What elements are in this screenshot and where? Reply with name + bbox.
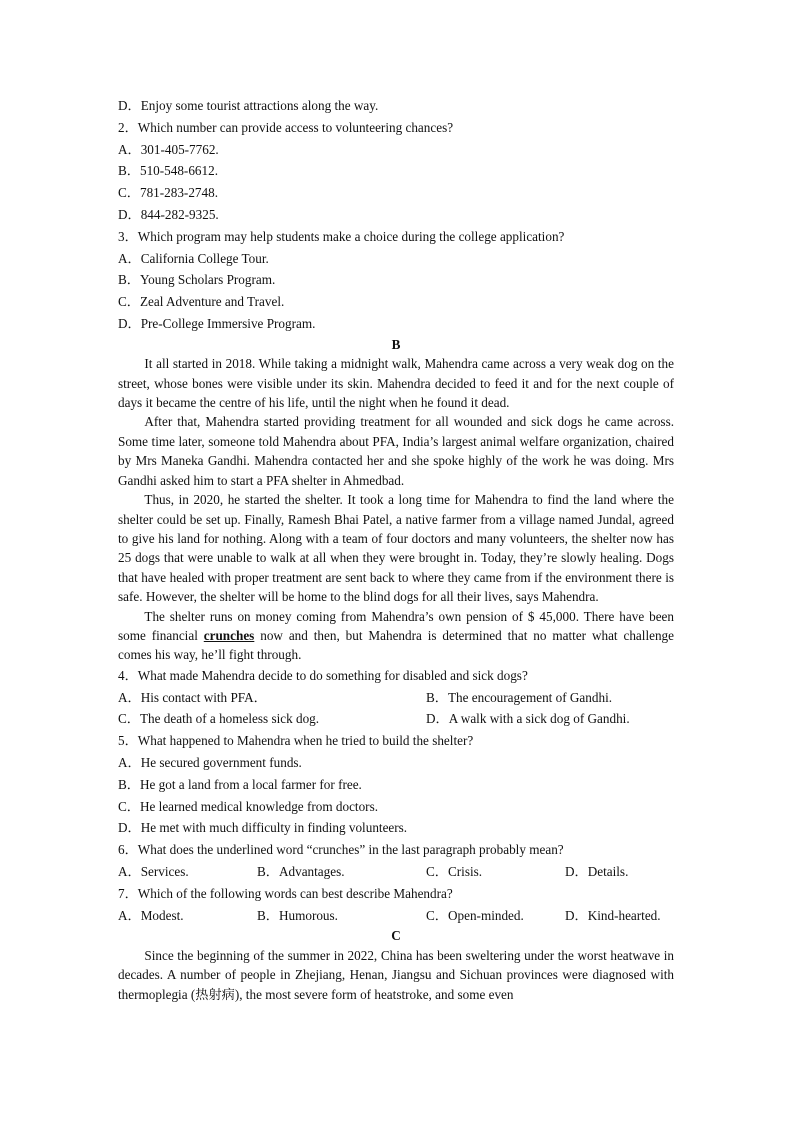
q2-option-b: B．510-548-6612. [118, 163, 219, 179]
q7-option-d: D．Kind-hearted. [565, 907, 661, 923]
q3-option-b: B．Young Scholars Program. [118, 272, 276, 288]
q5-option-a: A．He secured government funds. [118, 754, 302, 770]
q4-option-d: D．A walk with a sick dog of Gandhi. [426, 711, 630, 727]
q6-option-a: A．Services. [118, 863, 189, 879]
section-c-paragraph-1: Since the beginning of the summer in 2022, China has been sweltering under the worst heatwave in decades. A number of people in Zhejiang, Henan, Jiangsu and Sichuan provinces were diagnosed with thermoplegia (热射病), the most severe form of heatstroke, and some even [118, 947, 674, 1002]
q3-option-d: D．Pre-College Immersive Program. [118, 315, 316, 331]
q4-stem: 4．What made Mahendra decide to do something for disabled and sick dogs? [118, 667, 528, 683]
q7-options-row [118, 905, 674, 927]
q3-option-a: A．California College Tour. [118, 250, 269, 266]
section-b-heading: B [391, 336, 401, 352]
q6-option-c: C．Crisis. [426, 863, 483, 879]
q2-option-d: D．844-282-9325. [118, 206, 219, 222]
q7-option-b: B．Humorous. [257, 907, 338, 923]
q2-option-a: A．301-405-7762. [118, 141, 219, 157]
q4-option-c: C．The death of a homeless sick dog. [118, 711, 320, 727]
section-b-paragraph-3: Thus, in 2020, he started the shelter. It took a long time for Mahendra to find the land where the shelter could be set up. Finally, Ramesh Bhai Patel, a native farmer from a village named Jundal, agreed to give his land for nothing. Along with a team of four doctors and many volunteers, the shelter now has 25 dogs that were unable to walk at all when they were brought in. Today, they’re slowly healing. Dogs that have healed with proper treatment are sent back to where they came from if the environment there is safe. However, the shelter will be home to the blind dogs for all their lives, says Mahendra. [118, 492, 674, 605]
q5-stem: 5．What happened to Mahendra when he tried to build the shelter? [118, 733, 474, 749]
exam-page [118, 95, 674, 1004]
q4-option-a: A．His contact with PFA． [118, 689, 267, 705]
q2-option-c: C．781-283-2748. [118, 185, 219, 201]
q7-option-a: A．Modest. [118, 907, 184, 923]
q6-options-row [118, 861, 674, 883]
q3-stem: 3．Which program may help students make a choice during the college application? [118, 228, 565, 244]
q7-stem: 7．Which of the following words can best describe Mahendra? [118, 885, 453, 901]
q6-stem: 6．What does the underlined word “crunches” in the last paragraph probably mean? [118, 842, 564, 858]
q4-options-row-2 [118, 708, 674, 730]
q2-stem: 2．Which number can provide access to volunteering chances? [118, 119, 454, 135]
q4-option-b: B．The encouragement of Gandhi. [426, 689, 613, 705]
paragraph-4-text-before: The shelter runs on money coming from Mahendra’s own pension of $ 45,000. There have been some financial [118, 608, 674, 643]
section-b-paragraph-2: After that, Mahendra started providing treatment for all wounded and sick dogs he came across. Some time later, someone told Mahendra about PFA, India’s largest animal welfare organization, chaired by Mrs Maneka Gandhi. Mahendra contacted her and she spoke highly of the work he was doing. Mrs Gandhi asked him to start a PFA shelter in Ahmedbad. [118, 414, 674, 488]
q1-option-d: D．Enjoy some tourist attractions along the way. [118, 98, 379, 113]
q7-option-c: C．Open-minded. [426, 907, 524, 923]
section-c-heading: C [391, 928, 401, 944]
q3-option-c: C．Zeal Adventure and Travel. [118, 294, 285, 310]
q4-options-row-1 [118, 687, 674, 709]
q5-option-b: B．He got a land from a local farmer for free. [118, 776, 362, 792]
q6-option-d: D．Details. [565, 863, 629, 879]
q6-option-b: B．Advantages. [257, 863, 345, 879]
q5-option-c: C．He learned medical knowledge from doctors. [118, 798, 379, 814]
underlined-word: crunches [203, 627, 255, 643]
section-b-paragraph-4 [118, 607, 674, 665]
q5-option-d: D．He met with much difficulty in finding volunteers. [118, 820, 408, 836]
section-b-paragraph-1: It all started in 2018. While taking a midnight walk, Mahendra came across a very weak dog on the street, whose bones were visible under its skin. Mahendra decided to feed it and for the next couple of days it became the centre of his life, until the night when he found it dead. [118, 356, 674, 411]
paragraph-4-text-after: now and then, but Mahendra is determined that no matter what challenge comes his way, he’ll fight through. [118, 627, 675, 663]
